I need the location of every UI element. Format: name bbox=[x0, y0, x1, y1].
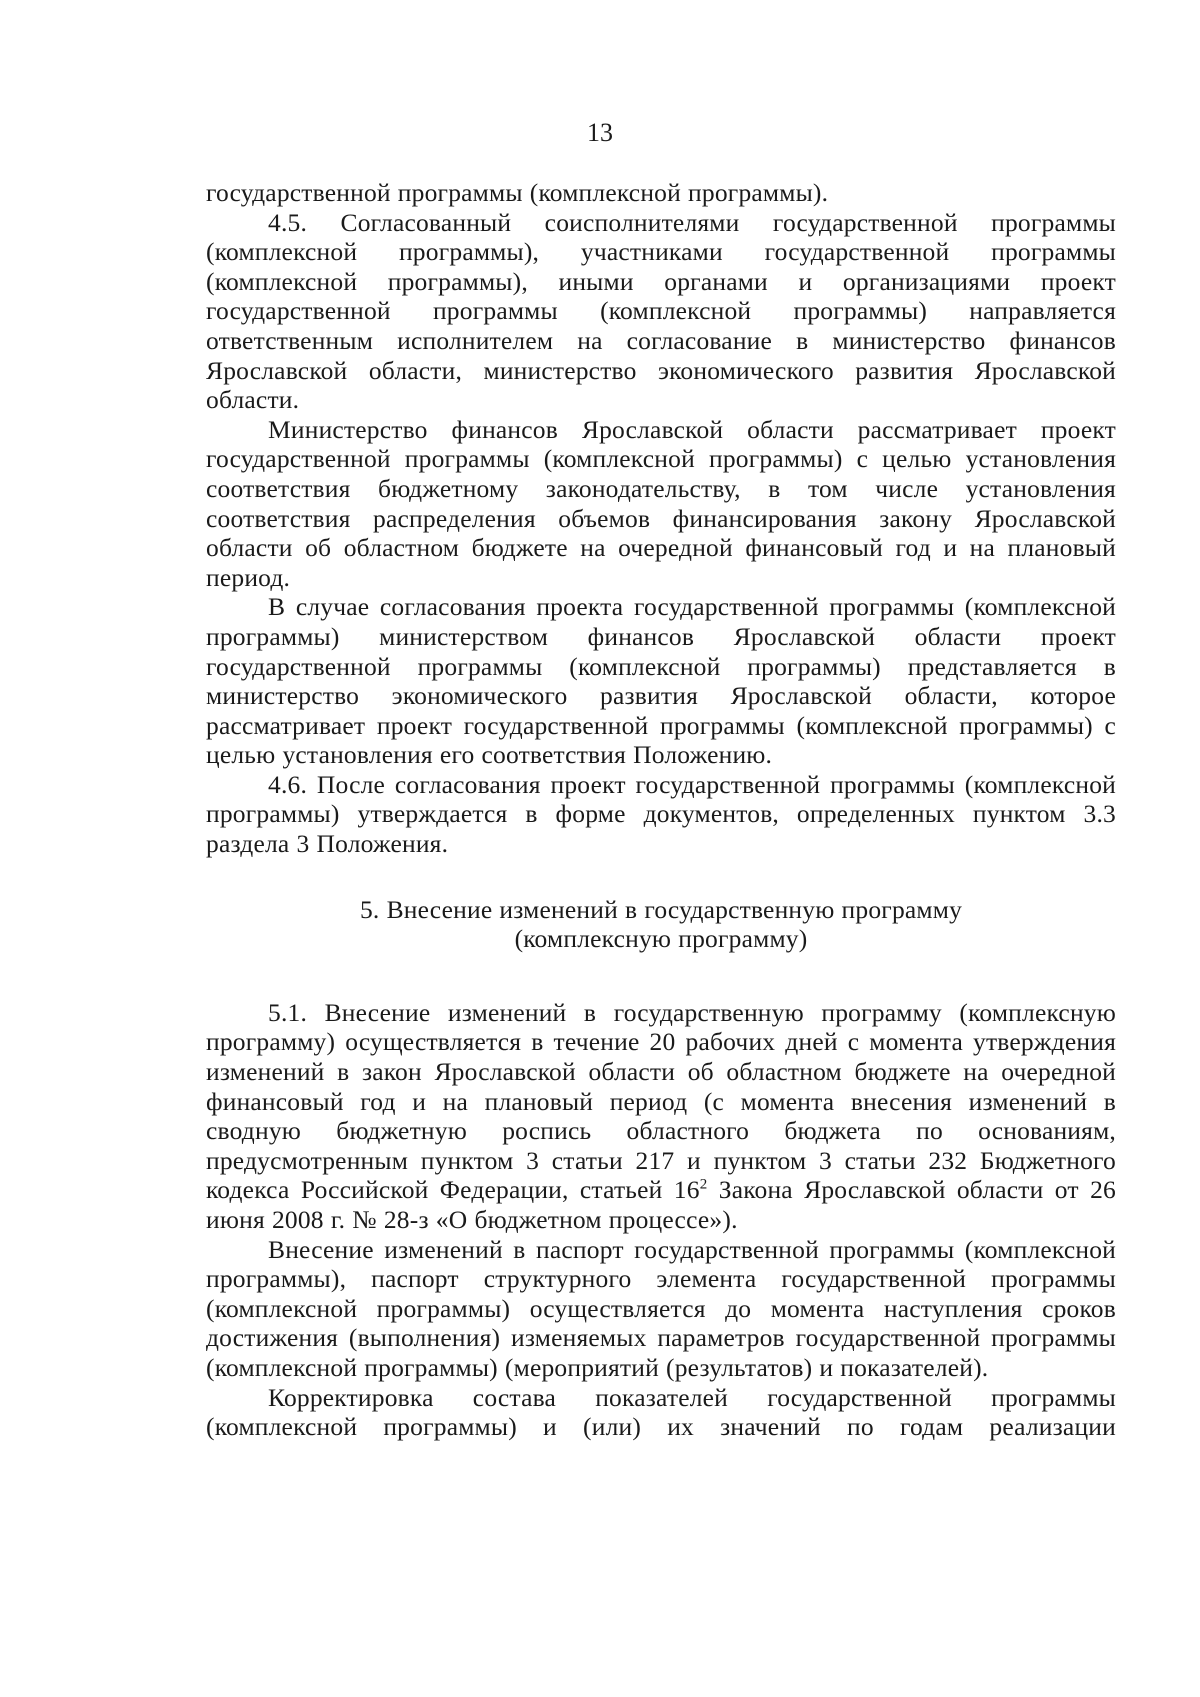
document-body bbox=[206, 178, 1116, 1442]
paragraph-4-5: 4.5. Согласованный соисполнителями государственной программы (комплексной программы), участниками государственной программы (комплексной программы), иными органами и организациями проект государственной программы (комплексной программы) направляется ответственным исполнителем на согласование в министерство финансов Ярославской области, министерство экономического развития Ярославской области. bbox=[206, 207, 1116, 415]
superscript-2: 2 bbox=[699, 1176, 708, 1193]
paragraph-continuation: государственной программы (комплексной программы). bbox=[206, 178, 829, 207]
paragraph-indicators-correction: Корректировка состава показателей государственной программы (комплексной программы) и (или) их значений по годам реализации bbox=[206, 1382, 1116, 1442]
section-5-heading-line-2: (комплексную программу) bbox=[514, 924, 808, 954]
paragraph-5-1-text-a: 5.1. Внесение изменений в государственную программу (комплексную программу) осуществляется в течение 20 рабочих дней с момента утверждения изменений в закон Ярославской области об областном бюджете на очередной финансовый год и на плановый период (с момента внесения изменений в сводную бюджетную роспись областного бюджета по основаниям, предусмотренным пунктом 3 статьи 217 и пунктом 3 статьи 232 Бюджетного кодекса Российской Федерации, статьей 16 bbox=[206, 997, 1116, 1205]
paragraph-passport-changes: Внесение изменений в паспорт государственной программы (комплексной программы), паспорт структурного элемента государственной программы (комплексной программы) осуществляется до момента наступления сроков достижения (выполнения) изменяемых параметров государственной программы (комплексной программы) (мероприятий (результатов) и показателей). bbox=[206, 1234, 1116, 1382]
page-number: 13 bbox=[587, 118, 613, 147]
section-5-heading bbox=[206, 895, 1116, 954]
paragraph-5-1 bbox=[206, 998, 1116, 1235]
paragraph-ministry-review: Министерство финансов Ярославской области рассматривает проект государственной программы (комплексной программы) с целью установления соответствия бюджетному законодательству, в том числе установления соответствия распределения объемов финансирования закону Ярославской области об областном бюджете на очередной финансовый год и на плановый период. bbox=[206, 414, 1116, 592]
section-5-heading-line-1: 5. Внесение изменений в государственную программу bbox=[359, 894, 963, 924]
paragraph-approval-case: В случае согласования проекта государственной программы (комплексной программы) министерством финансов Ярославской области проект государственной программы (комплексной программы) представляется в министерство экономического развития Ярославской области, которое рассматривает проект государственной программы (комплексной программы) с целью установления его соответствия Положению. bbox=[206, 592, 1116, 770]
paragraph-4-6: 4.6. После согласования проект государственной программы (комплексной программы) утверждается в форме документов, определенных пунктом 3.3 раздела 3 Положения. bbox=[206, 769, 1116, 859]
paragraph-5-1-text-b: Закона Ярославской области от 26 июня 2008 г. № 28-з «О бюджетном процессе»). bbox=[206, 1175, 1116, 1234]
